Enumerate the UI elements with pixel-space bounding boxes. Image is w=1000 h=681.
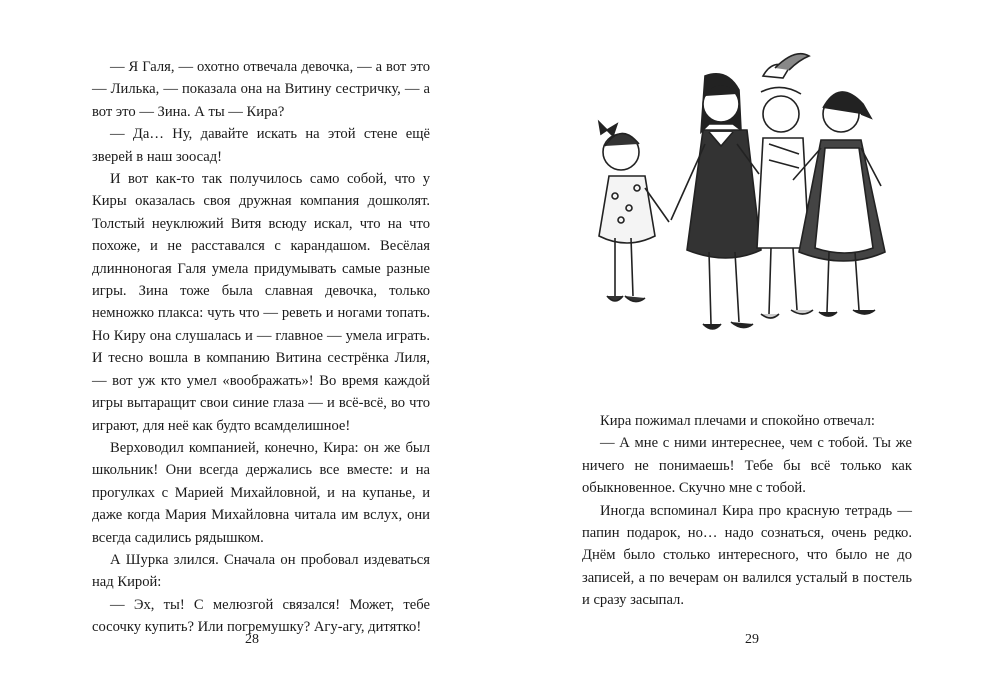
- right-page-text: [582, 410, 912, 612]
- paragraph: — Эх, ты! С мелюзгой связался! Может, тебе сосочку купить? Или погремушку? Агу-агу, дитятко!: [92, 596, 430, 636]
- child-girl-dark-dress: [671, 74, 761, 329]
- child-girl-small: [599, 122, 669, 302]
- paragraph: — А мне с ними интереснее, чем с тобой. Ты же ничего не понимаешь! Тебе бы всё только как обыкновенное. Скучно мне с тобой.: [582, 435, 912, 497]
- left-page-text: [92, 56, 430, 639]
- paragraph: И вот как-то так получилось само собой, что у Киры оказалась своя дружная компания дошколят. Толстый неуклюжий Витя всюду искал, что на что похоже, и не расставался с карандашом. Весёлая длинноногая Галя умела придумывать самые разные игры. Зина тоже была славная девочка, только немножко плакса: чуть что — реветь и ногами топать. Но Киру она слушалась и — главное — умела играть. И тесно вошла в компанию Витина сестрёнка Лиля, — вот уж кто умел «воображать»! Во время каждой игры вытаращит свои синие глаза — и всё-всё, во что играют, для неё как будто всамделишное!: [92, 171, 430, 434]
- paragraph: А Шурка злился. Сначала он пробовал издеваться над Кирой:: [92, 551, 430, 591]
- children-illustration: [585, 48, 915, 368]
- paragraph: — Я Галя, — охотно отвечала девочка, — а вот это — Лилька, — показала она на Витину сестричку, — а вот это — Зина. А ты — Кира?: [92, 59, 430, 120]
- paragraph: Верховодил компанией, конечно, Кира: он же был школьник! Они всегда держались все вместе: и на прогулках с Марией Михайловной, и на купанье, и даже когда Мария Михайловна читала им вслух, они всегда садились рядышком.: [92, 439, 430, 546]
- paragraph: Кира пожимал плечами и спокойно отвечал:: [600, 413, 875, 429]
- page-number-right: 29: [745, 632, 759, 647]
- child-boy-hat: [757, 54, 813, 318]
- paragraph: — Да… Ну, давайте искать на этой стене ещё зверей в наш зоосад!: [92, 126, 430, 165]
- page-number-left: 28: [245, 632, 259, 647]
- paragraph: Иногда вспоминал Кира про красную тетрадь — папин подарок, но… надо сознаться, очень редко. Днём было столько интересного, что было не до записей, а по вечерам он валился усталый в постель и сразу засыпал.: [582, 502, 912, 609]
